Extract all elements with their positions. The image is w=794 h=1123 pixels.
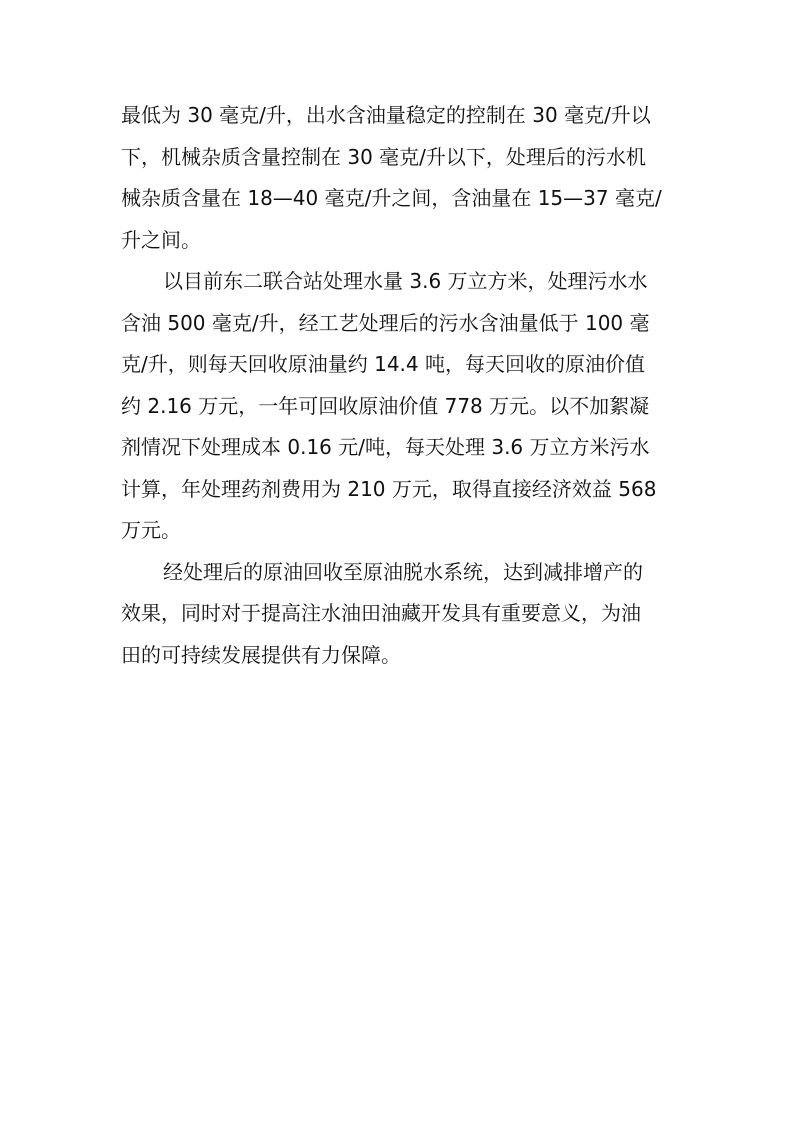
paragraph-start-line: 经处理后的原油回收至原油脱水系统，达到减排增产的: [163, 559, 643, 584]
text-line: 械杂质含量在 18—40 毫克/升之间，含油量在 15—37 毫克/: [121, 186, 662, 210]
text-line: 最低为 30 毫克/升，出水含油量稳定的控制在 30 毫克/升以: [121, 103, 651, 127]
text-line: 升之间。: [121, 227, 201, 252]
text-line: 剂情况下处理成本 0.16 元/吨，每天处理 3.6 万立方米污水: [121, 435, 650, 459]
text-line: 万元。: [121, 518, 181, 542]
text-line: 田的可持续发展提供有力保障。: [121, 642, 401, 667]
text-line: 下，机械杂质含量控制在 30 毫克/升以下，处理后的污水机: [121, 144, 646, 169]
paragraph-start-line: 以目前东二联合站处理水量 3.6 万立方米，处理污水水: [163, 269, 648, 293]
text-line: 含油 500 毫克/升，经工艺处理后的污水含油量低于 100 毫: [121, 310, 650, 335]
text-line: 效果，同时对于提高注水油田油藏开发具有重要意义，为油: [121, 601, 641, 625]
text-line: 克/升，则每天回收原油量约 14.4 吨，每天回收的原油价值: [121, 352, 645, 376]
text-line: 约 2.16 万元，一年可回收原油价值 778 万元。以不加絮凝: [121, 393, 650, 418]
document-body: [121, 95, 673, 676]
text-line: 计算，年处理药剂费用为 210 万元，取得直接经济效益 568: [121, 476, 657, 501]
